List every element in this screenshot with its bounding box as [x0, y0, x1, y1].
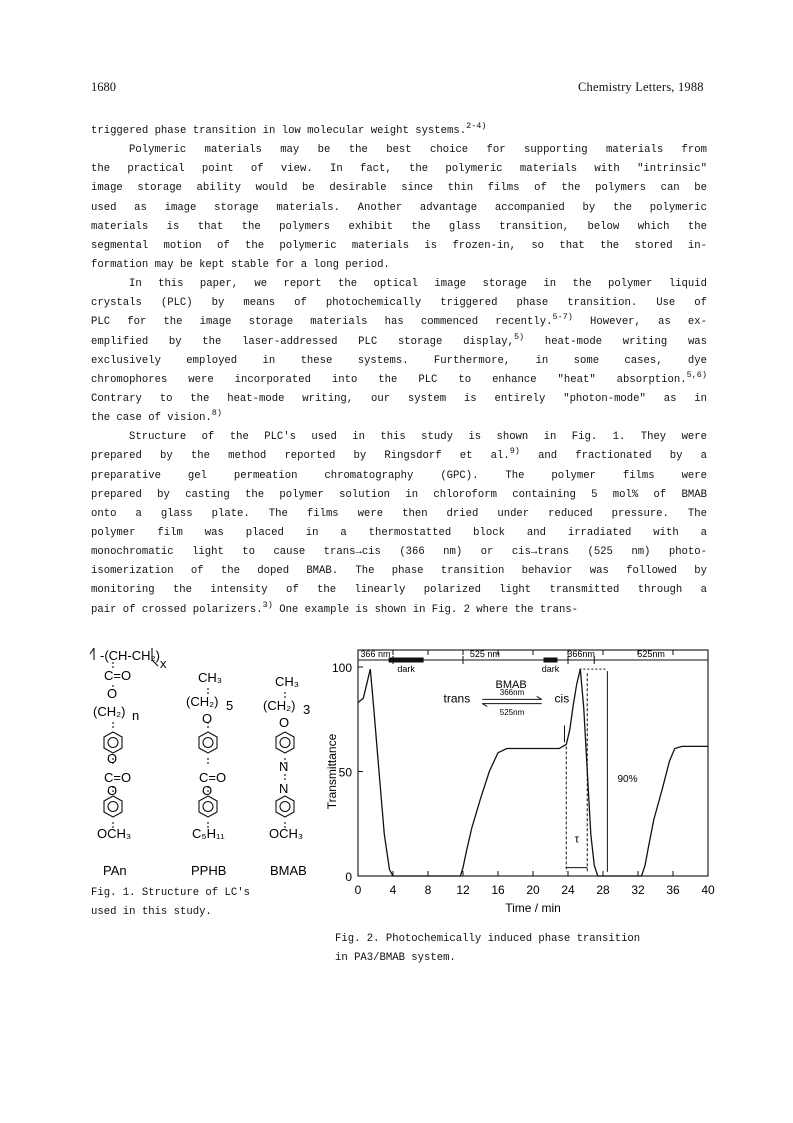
dark-label: dark	[397, 664, 415, 674]
pphb-carbonyl: C=O	[199, 770, 227, 785]
text-line: monochromatic light to cause trans→cis (366 nm) or cis→trans (525 nm) photo-	[91, 546, 707, 559]
pphb-oxygen: O	[202, 711, 213, 726]
tau-label: τ	[574, 833, 579, 846]
bmab-oxygen: O	[279, 715, 290, 730]
arrow-top-label: 366nm	[499, 688, 525, 698]
text-line: prepared by the method reported by Ringsdorf et al.$^{9)}$ and fractionated by a	[91, 446, 707, 463]
text-line: prepared by casting the polymer solution in chloroform containing 5 mol% of BMAB	[91, 488, 707, 501]
top-bar-label: 525nm	[637, 649, 665, 659]
pan-label: PAn	[103, 863, 127, 878]
x-tick-label: 4	[389, 883, 397, 897]
bmab-label: BMAB	[270, 863, 307, 878]
cis-label: cis	[554, 691, 570, 706]
journal-title: Chemistry Letters, 1988	[578, 80, 704, 94]
text-line: monitoring the intensity of the linearly polarized light transmitted through a	[91, 584, 707, 597]
dark-block	[544, 658, 558, 663]
text-line: Polymeric materials may be the best choice for supporting materials from	[129, 144, 707, 157]
dark-label: dark	[541, 664, 560, 674]
x-tick-label: 28	[596, 883, 610, 897]
pan-x-subscript: x	[160, 656, 167, 671]
text-line: crystals (PLC) by means of photochemically triggered phase transition. Use of	[91, 297, 707, 310]
text-line: triggered phase transition in low molecular weight systems.$^{2-4)}$	[91, 121, 487, 137]
y-axis-label: Transmittance	[325, 733, 339, 810]
pan-chain: -(CH-CH₂)	[100, 648, 160, 663]
x-tick-label: 20	[526, 883, 540, 897]
pan-oxygen-2: O	[107, 751, 118, 766]
pphb-spacer: (CH₂)	[186, 694, 219, 709]
y-tick-label: 50	[338, 765, 352, 780]
text-line: polymer film was placed in a thermostatted block and irradiated with a	[91, 526, 707, 539]
bmab-nitrogen-2: N	[279, 781, 289, 796]
x-tick-label: 24	[561, 883, 575, 897]
percent-label: 90%	[617, 773, 638, 785]
text-line: emplified by the laser-addressed PLC storage display,$^{5)}$ heat-mode writing was	[91, 331, 708, 348]
y-tick-label: 100	[331, 661, 352, 675]
x-tick-label: 8	[424, 883, 432, 897]
trans-label: trans	[443, 691, 471, 706]
pan-oxygen-3: O	[107, 783, 118, 798]
x-tick-label: 40	[701, 883, 715, 897]
ref-superscript: 5-7)	[552, 312, 573, 323]
pphb-sub: 5	[226, 698, 234, 713]
top-bar-label: 366 nm	[360, 649, 391, 659]
text-line: segmental motion of the polymeric materials is frozen-in, so that the stored in-	[91, 239, 707, 252]
bmab-spacer: (CH₂)	[263, 698, 296, 713]
figure-2-chart	[320, 640, 720, 925]
text-line: materials is that the polymers exhibit the glass transition, below which the	[91, 220, 707, 233]
bmab-nitrogen-1: N	[279, 759, 289, 774]
pphb-oxygen-2: O	[202, 783, 213, 798]
text-line: exclusively employed in these systems. Furthermore, in some cases, dye	[91, 354, 707, 367]
pan-spacer: (CH₂)	[93, 704, 126, 719]
x-axis-label: Time / min	[505, 901, 561, 915]
bmab-methyl: CH₃	[275, 674, 300, 689]
arrow-bottom-label: 525nm	[499, 708, 525, 718]
text-line: onto a glass plate. The films were then dried under reduced pressure. The	[91, 507, 707, 520]
bmab-end-group: OCH₃	[269, 826, 304, 841]
bmab-sub: 3	[303, 702, 311, 717]
text-line: Contrary to the heat-mode writing, our system is entirely "photon-mode" as in	[91, 392, 707, 405]
page-number: 1680	[91, 80, 116, 94]
series-line	[358, 669, 708, 876]
pan-carbonyl: C=O	[104, 668, 132, 683]
dark-block	[389, 658, 424, 663]
top-bar-label: 525 nm	[469, 649, 500, 659]
top-bar-label: 366nm	[567, 649, 595, 659]
text-line: used as image storage materials. Another advantage accompanied by the polymeric	[91, 201, 707, 214]
text-line: image storage ability would be desirable since thin films of the polymers can be	[91, 182, 707, 195]
text-line: preparative gel permeation chromatography (GPC). The polymer films were	[91, 469, 707, 482]
figure-1-caption: Fig. 1. Structure of LC's used in this study.	[91, 887, 250, 918]
pan-n-subscript: n	[132, 708, 140, 723]
x-tick-label: 16	[491, 883, 505, 897]
pphb-end-group: C₅H₁₁	[192, 826, 225, 841]
text-line: In this paper, we report the optical image storage in the polymer liquid	[129, 278, 707, 291]
text-line: the practical point of view. In fact, the polymeric materials with "intrinsic"	[91, 163, 707, 176]
bmab-label: BMAB	[495, 678, 527, 691]
text-line: PLC for the image storage materials has commenced recently.$^{5-7)}$ However, as ex-	[91, 312, 707, 329]
text-line: the case of vision.$^{8)}$	[91, 408, 222, 425]
pan-end-group: OCH₃	[97, 826, 132, 841]
figure-2-caption: Fig. 2. Photochemically induced phase transition in PA3/BMAB system.	[335, 933, 641, 964]
body-text	[91, 122, 707, 620]
ref-superscript: 3)	[262, 599, 273, 610]
ref-superscript: 2-4)	[466, 121, 487, 131]
ref-superscript: 8)	[211, 408, 222, 419]
ref-superscript: 5)	[513, 331, 525, 342]
bracket-left	[90, 648, 94, 660]
text-line: chromophores were incorporated into the PLC to enhance "heat" absorption.$^{5,6)}$	[91, 369, 707, 386]
y-tick-label: 0	[345, 870, 352, 884]
text-line: isomerization of the doped BMAB. The phase transition behavior was followed by	[91, 565, 707, 578]
text-line: Structure of the PLC's used in this study is shown in Fig. 1. They were	[129, 431, 707, 444]
pphb-methyl: CH₃	[198, 670, 223, 685]
x-tick-label: 36	[666, 883, 680, 897]
pan-carbonyl-2: C=O	[104, 770, 132, 785]
ref-superscript: 5,6)	[686, 369, 707, 380]
x-tick-label: 12	[456, 883, 470, 897]
pan-oxygen: O	[107, 686, 118, 701]
x-tick-label: 32	[631, 883, 645, 897]
text-line: formation may be kept stable for a long period.	[91, 258, 390, 271]
plot-frame	[358, 650, 708, 876]
figure-1-structures	[80, 640, 330, 890]
pphb-label: PPHB	[191, 863, 227, 878]
text-line: pair of crossed polarizers.$^{3)}$ One example is shown in Fig. 2 where the trans-	[91, 599, 579, 616]
ref-superscript: 9)	[509, 446, 520, 457]
x-tick-label: 0	[354, 883, 362, 897]
